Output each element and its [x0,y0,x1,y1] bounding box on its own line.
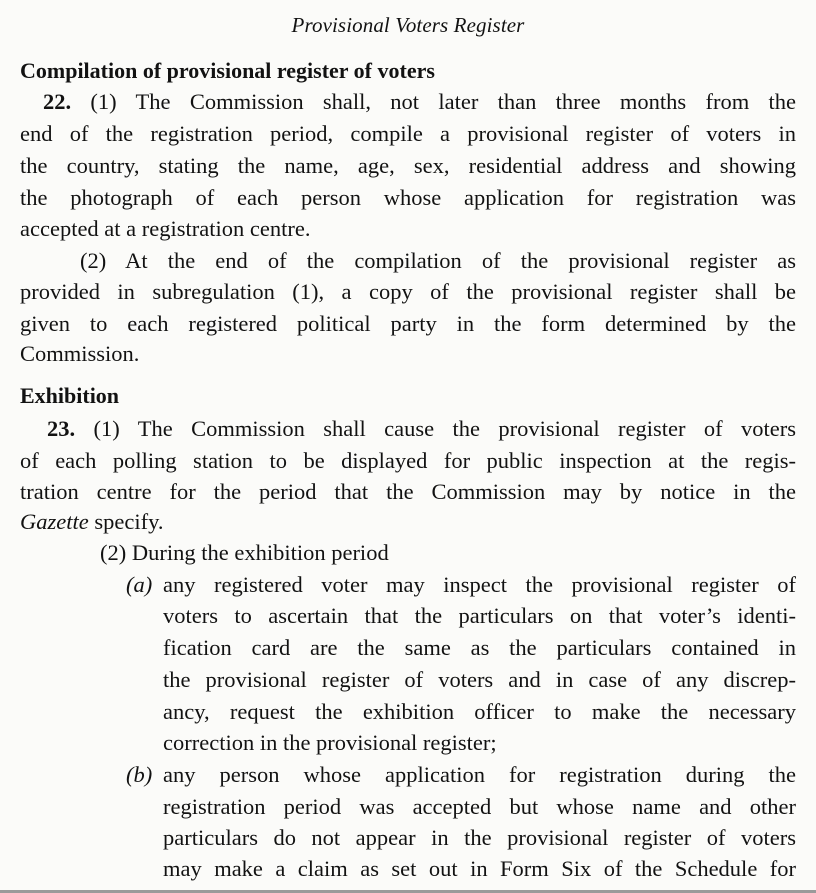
item-b [126,759,796,791]
section-23-line-1: 23. (1) The Commission shall cause the provisional register of voters [47,416,796,441]
section-22-line-1: 22. (1) The Commission shall, not later than three months from the [43,89,796,114]
item-a-line-4: the provisional register of voters and in case of any discrep- [163,667,796,692]
item-b-line-3: particulars do not appear in the provisional register of voters [163,825,796,850]
section-22-line-3: the country, stating the name, age, sex, residential address and showing [20,153,796,178]
section-22-line-7: provided in subregulation (1), a copy of the provisional register shall be [20,279,796,304]
section-23-line-5: (2) During the exhibition period [100,540,389,565]
section-22-line-4: the photograph of each person whose application for registration was [20,185,796,210]
section-22-line-6: (2) At the end of the compilation of the provisional register as [80,248,796,273]
section-23-line-3: tration centre for the period that the Commission may by notice in the [20,479,796,504]
section-22-line-5: accepted at a registration centre. [20,216,311,241]
gazette-italic: Gazette [20,509,89,534]
item-a [126,569,796,601]
item-a-line-3: fication card are the same as the particulars contained in [163,635,796,660]
item-a-line-6: correction in the provisional register; [163,730,497,755]
section-22-heading: Compilation of provisional register of voters [20,58,435,83]
item-a-line-1: any registered voter may inspect the provisional register of [163,572,796,597]
section-23-line-4: Gazette specify. [20,509,164,534]
section-22-line-8: given to each registered political party in the form determined by the [20,311,796,336]
running-head: Provisional Voters Register [291,13,525,37]
item-b-line-1: any person whose application for registration during the [163,762,796,787]
section-22-line-9: Commission. [20,341,140,366]
item-b-label: (b) [126,762,153,787]
section-22-number: 22. [43,89,72,114]
item-a-line-5: ancy, request the exhibition officer to make the necessary [163,699,796,724]
section-22-line-2: end of the registration period, compile a provisional register of voters in [20,121,796,146]
item-a-line-2: voters to ascertain that the particulars on that voter’s identi- [163,603,796,628]
item-a-label: (a) [126,572,153,597]
item-b-line-4: may make a claim as set out in Form Six of the Schedule for [163,856,796,881]
section-23-number: 23. [47,416,76,441]
item-b-line-2: registration period was accepted but whose name and other [163,794,796,819]
section-23-heading: Exhibition [20,383,120,408]
section-23-line-2: of each polling station to be displayed for public inspection at the regis- [20,448,796,473]
